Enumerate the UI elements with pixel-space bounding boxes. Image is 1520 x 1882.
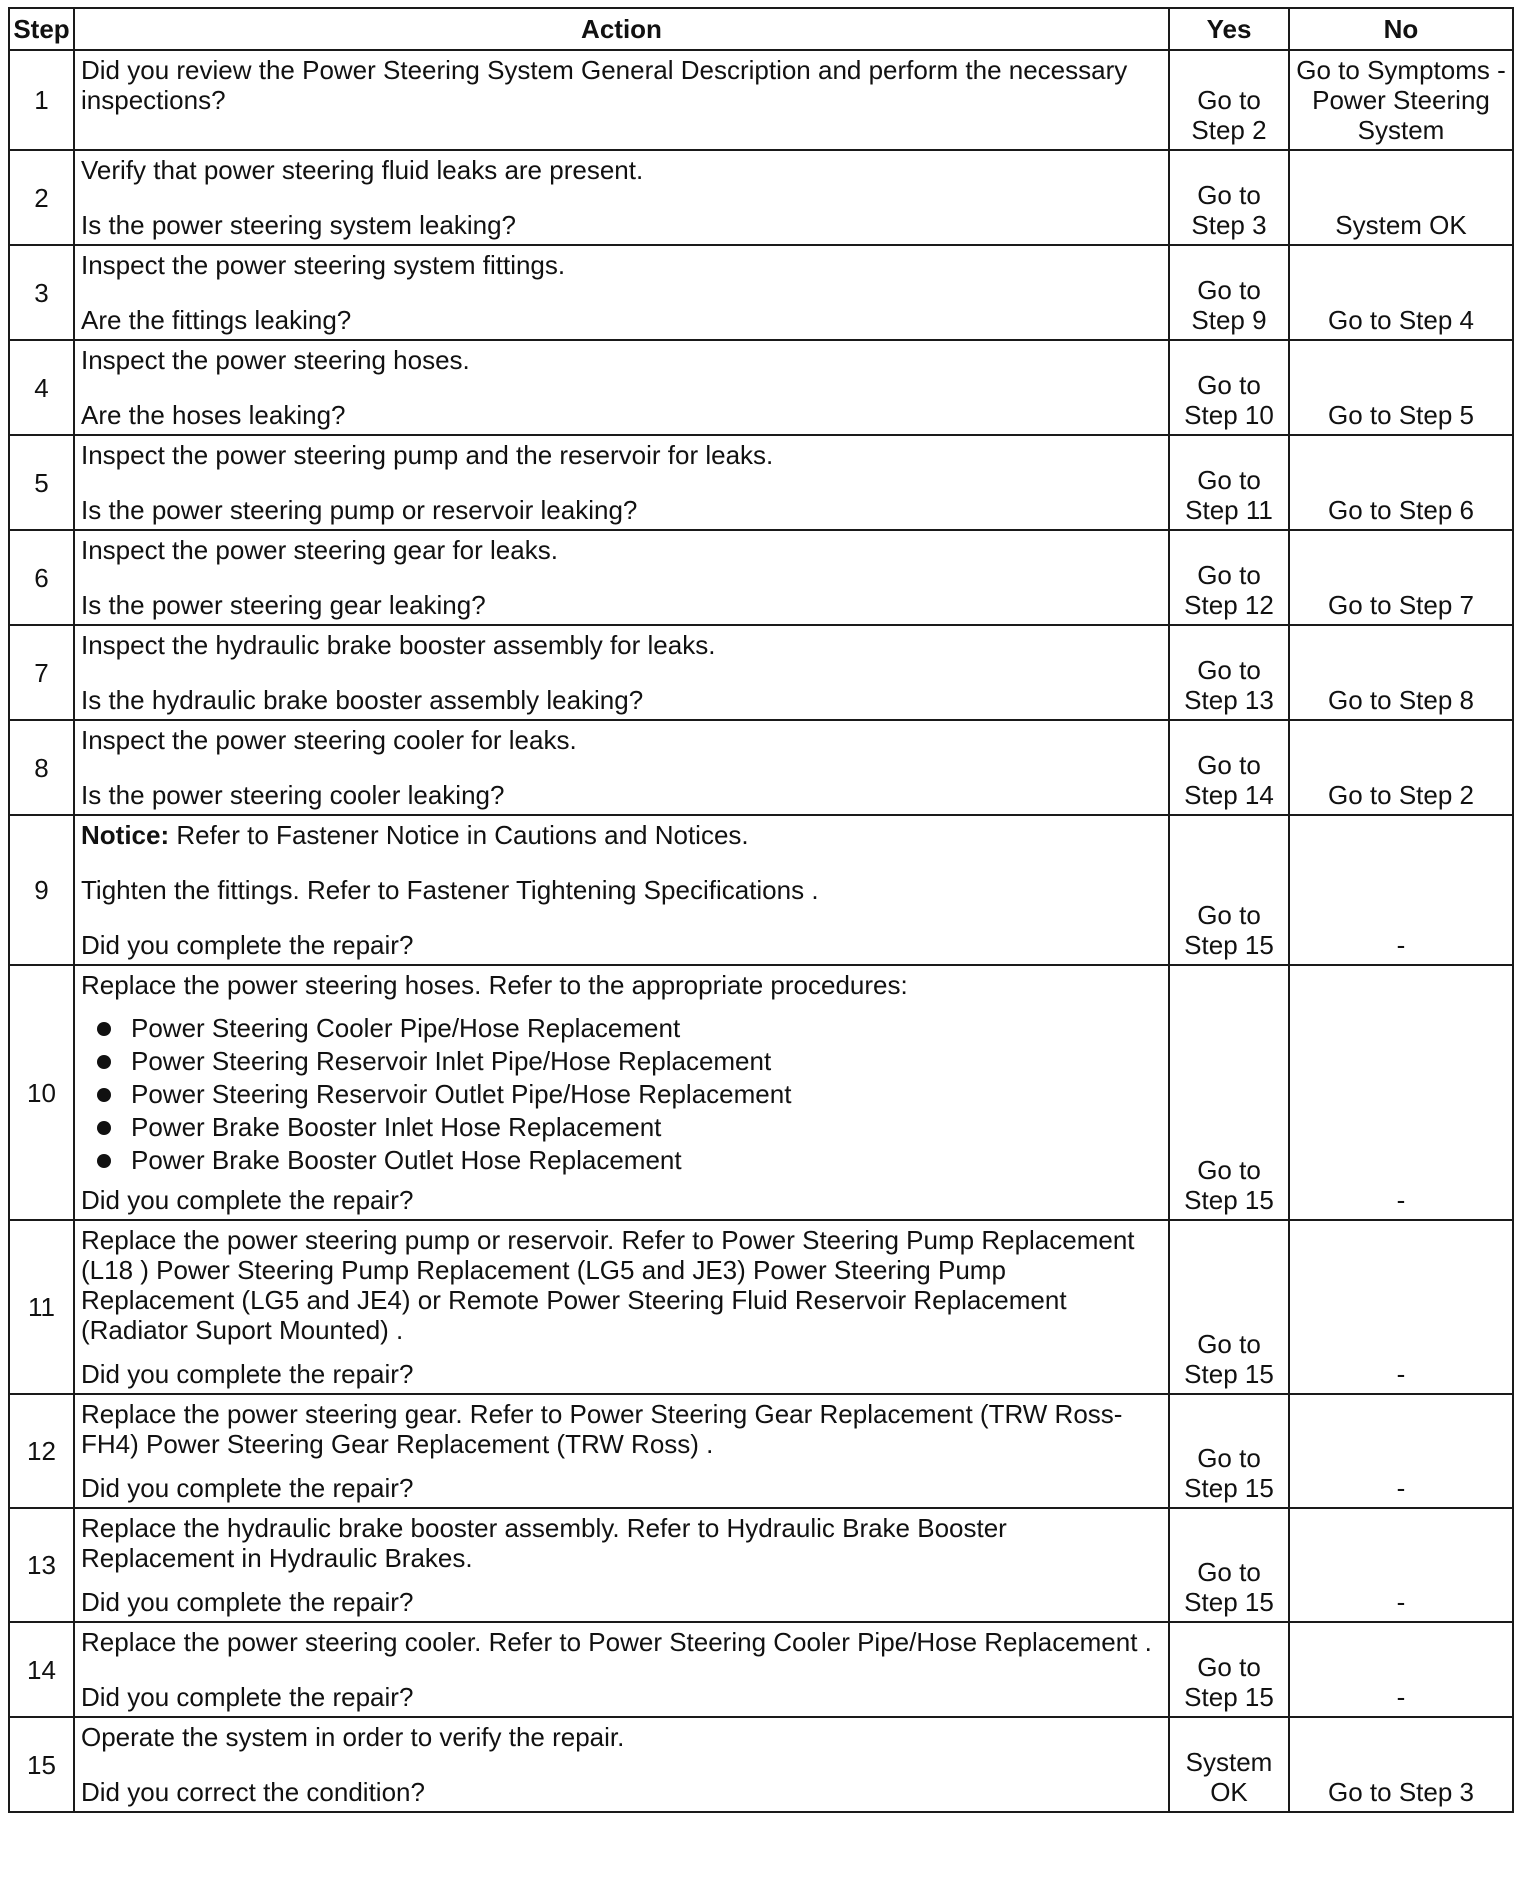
action-question: Is the power steering system leaking? xyxy=(81,210,516,240)
action-text: Inspect the hydraulic brake booster assembly for leaks. xyxy=(81,630,716,660)
header-action: Action xyxy=(74,8,1169,50)
list-item[interactable]: Power Brake Booster Inlet Hose Replacement xyxy=(97,1111,1162,1144)
no-value: - xyxy=(1396,1185,1406,1215)
action-text: Replace the hydraulic brake booster assembly. Refer to Hydraulic Brake Booster Replacement in Hydraulic Brakes. xyxy=(81,1513,1015,1573)
action-cell xyxy=(74,340,1169,435)
no-cell xyxy=(1289,50,1513,150)
action-question: Did you complete the repair? xyxy=(81,1682,414,1712)
yes-link[interactable]: Go to Step 3 xyxy=(1191,180,1267,240)
action-cell xyxy=(74,1508,1169,1622)
no-link[interactable]: Go to Step 2 xyxy=(1328,780,1474,810)
yes-link[interactable]: Go to Step 2 xyxy=(1191,85,1267,145)
no-cell xyxy=(1289,720,1513,815)
action-question: Are the fittings leaking? xyxy=(81,305,352,335)
no-cell xyxy=(1289,965,1513,1220)
table-row xyxy=(9,965,1513,1220)
list-item[interactable]: Power Steering Cooler Pipe/Hose Replacement xyxy=(97,1012,1162,1045)
table-row xyxy=(9,530,1513,625)
procedure-list xyxy=(81,1012,1162,1177)
step-number: 13 xyxy=(9,1508,74,1622)
no-value: - xyxy=(1396,1682,1406,1712)
diagnostic-table xyxy=(8,7,1514,1813)
yes-link[interactable]: Go to Step 13 xyxy=(1184,655,1274,715)
step-number: 1 xyxy=(9,50,74,150)
no-cell xyxy=(1289,1622,1513,1717)
no-link[interactable]: Go to Step 7 xyxy=(1328,590,1474,620)
table-row xyxy=(9,1622,1513,1717)
no-link[interactable]: System OK xyxy=(1335,210,1467,240)
step-number: 9 xyxy=(9,815,74,965)
action-question: Are the hoses leaking? xyxy=(81,400,346,430)
action-text: Inspect the power steering hoses. xyxy=(81,345,470,375)
header-no: No xyxy=(1289,8,1513,50)
no-link[interactable]: Go to Step 8 xyxy=(1328,685,1474,715)
yes-cell xyxy=(1169,1622,1289,1717)
action-text: Replace the power steering pump or reservoir. Refer to Power Steering Pump Replacement (L18 ) Power Steering Pump Replacement (LG5 and JE3) Power Steering Pump Replacement (LG5 and JE4) or Remote Power Steering Fluid Reservoir Replacement (Radiator Suport Mounted) . xyxy=(81,1225,1142,1345)
action-question: Did you complete the repair? xyxy=(81,1587,414,1617)
action-text: Replace the power steering hoses. Refer to the appropriate procedures: xyxy=(81,970,908,1000)
action-text: Replace the power steering gear. Refer to Power Steering Gear Replacement (TRW Ross-FH4) Power Steering Gear Replacement (TRW Ross) . xyxy=(81,1399,1123,1459)
action-text: Tighten the fittings. Refer to Fastener Tightening Specifications . xyxy=(81,875,819,905)
no-link[interactable]: Go to Step 5 xyxy=(1328,400,1474,430)
yes-cell xyxy=(1169,720,1289,815)
action-text: Replace the power steering cooler. Refer to Power Steering Cooler Pipe/Hose Replacement . xyxy=(81,1627,1152,1657)
no-cell xyxy=(1289,1717,1513,1812)
yes-cell xyxy=(1169,340,1289,435)
action-text: Inspect the power steering pump and the reservoir for leaks. xyxy=(81,440,774,470)
no-link[interactable]: Go to Symptoms - Power Steering System xyxy=(1296,55,1506,145)
step-number: 2 xyxy=(9,150,74,245)
no-link[interactable]: Go to Step 6 xyxy=(1328,495,1474,525)
action-cell xyxy=(74,1220,1169,1394)
no-cell xyxy=(1289,1220,1513,1394)
no-value: - xyxy=(1396,1359,1406,1389)
step-number: 12 xyxy=(9,1394,74,1508)
action-text: Operate the system in order to verify the repair. xyxy=(81,1722,625,1752)
action-cell xyxy=(74,720,1169,815)
yes-cell xyxy=(1169,815,1289,965)
no-value: - xyxy=(1396,1473,1406,1503)
yes-cell xyxy=(1169,625,1289,720)
step-number: 15 xyxy=(9,1717,74,1812)
yes-cell xyxy=(1169,1220,1289,1394)
yes-cell xyxy=(1169,245,1289,340)
table-row xyxy=(9,245,1513,340)
yes-cell xyxy=(1169,50,1289,150)
notice-line xyxy=(81,820,1162,850)
action-cell xyxy=(74,245,1169,340)
no-cell xyxy=(1289,435,1513,530)
action-question: Did you complete the repair? xyxy=(81,1359,414,1389)
header-row xyxy=(9,8,1513,50)
table-row xyxy=(9,720,1513,815)
table-row xyxy=(9,1394,1513,1508)
list-item[interactable]: Power Brake Booster Outlet Hose Replacement xyxy=(97,1144,1162,1177)
list-item[interactable]: Power Steering Reservoir Outlet Pipe/Hose Replacement xyxy=(97,1078,1162,1111)
notice-label: Notice: xyxy=(81,820,170,850)
table-row xyxy=(9,815,1513,965)
action-question: Is the power steering gear leaking? xyxy=(81,590,486,620)
yes-link[interactable]: Go to Step 9 xyxy=(1191,275,1267,335)
table-row xyxy=(9,150,1513,245)
step-number: 5 xyxy=(9,435,74,530)
step-number: 7 xyxy=(9,625,74,720)
yes-cell xyxy=(1169,1394,1289,1508)
action-text: Inspect the power steering gear for leaks. xyxy=(81,535,558,565)
action-cell xyxy=(74,50,1169,150)
list-item[interactable]: Power Steering Reservoir Inlet Pipe/Hose Replacement xyxy=(97,1045,1162,1078)
yes-link[interactable]: Go to Step 15 xyxy=(1184,900,1274,960)
table-row xyxy=(9,50,1513,150)
yes-link[interactable]: Go to Step 15 xyxy=(1184,1557,1274,1617)
no-cell xyxy=(1289,625,1513,720)
yes-link[interactable]: System OK xyxy=(1185,1747,1273,1807)
yes-link[interactable]: Go to Step 11 xyxy=(1185,465,1273,525)
header-yes: Yes xyxy=(1169,8,1289,50)
yes-link[interactable]: Go to Step 15 xyxy=(1184,1443,1274,1503)
yes-link[interactable]: Go to Step 15 xyxy=(1184,1652,1274,1712)
action-question: Did you complete the repair? xyxy=(81,1473,414,1503)
action-text: Inspect the power steering system fittings. xyxy=(81,250,566,280)
step-number: 8 xyxy=(9,720,74,815)
action-cell xyxy=(74,965,1169,1220)
step-number: 4 xyxy=(9,340,74,435)
table-row xyxy=(9,625,1513,720)
no-cell xyxy=(1289,815,1513,965)
step-number: 10 xyxy=(9,965,74,1220)
step-number: 3 xyxy=(9,245,74,340)
no-cell xyxy=(1289,245,1513,340)
header-step: Step xyxy=(9,8,74,50)
yes-cell xyxy=(1169,1717,1289,1812)
action-question: Is the power steering cooler leaking? xyxy=(81,780,505,810)
action-question: Did you complete the repair? xyxy=(81,1185,414,1215)
action-question: Did you correct the condition? xyxy=(81,1777,425,1807)
action-text: Did you review the Power Steering System General Description and perform the necessary inspections? xyxy=(81,55,1135,115)
action-question: Did you complete the repair? xyxy=(81,930,414,960)
no-cell xyxy=(1289,1394,1513,1508)
no-value: - xyxy=(1396,930,1406,960)
no-value: - xyxy=(1396,1587,1406,1617)
yes-cell xyxy=(1169,965,1289,1220)
step-number: 11 xyxy=(9,1220,74,1394)
action-question: Is the hydraulic brake booster assembly leaking? xyxy=(81,685,644,715)
no-cell xyxy=(1289,340,1513,435)
yes-cell xyxy=(1169,1508,1289,1622)
action-cell xyxy=(74,1622,1169,1717)
step-number: 14 xyxy=(9,1622,74,1717)
yes-link[interactable]: Go to Step 12 xyxy=(1184,560,1274,620)
yes-link[interactable]: Go to Step 15 xyxy=(1184,1329,1274,1389)
action-text: Inspect the power steering cooler for leaks. xyxy=(81,725,577,755)
yes-cell xyxy=(1169,530,1289,625)
action-cell xyxy=(74,530,1169,625)
action-question: Is the power steering pump or reservoir leaking? xyxy=(81,495,638,525)
action-cell xyxy=(74,150,1169,245)
action-text: Verify that power steering fluid leaks are present. xyxy=(81,155,644,185)
table-row xyxy=(9,1220,1513,1394)
notice-text: Refer to Fastener Notice in Cautions and Notices. xyxy=(169,820,749,850)
yes-cell xyxy=(1169,150,1289,245)
no-cell xyxy=(1289,530,1513,625)
action-cell xyxy=(74,815,1169,965)
table-row xyxy=(9,1508,1513,1622)
yes-link[interactable]: Go to Step 14 xyxy=(1184,750,1274,810)
table-row xyxy=(9,435,1513,530)
yes-link[interactable]: Go to Step 10 xyxy=(1184,370,1274,430)
yes-link[interactable]: Go to Step 15 xyxy=(1184,1155,1274,1215)
action-cell xyxy=(74,1717,1169,1812)
action-cell xyxy=(74,1394,1169,1508)
table-row xyxy=(9,1717,1513,1812)
no-cell xyxy=(1289,1508,1513,1622)
action-cell xyxy=(74,435,1169,530)
table-row xyxy=(9,340,1513,435)
yes-cell xyxy=(1169,435,1289,530)
step-number: 6 xyxy=(9,530,74,625)
action-cell xyxy=(74,625,1169,720)
no-cell xyxy=(1289,150,1513,245)
no-link[interactable]: Go to Step 3 xyxy=(1328,1777,1474,1807)
no-link[interactable]: Go to Step 4 xyxy=(1328,305,1474,335)
